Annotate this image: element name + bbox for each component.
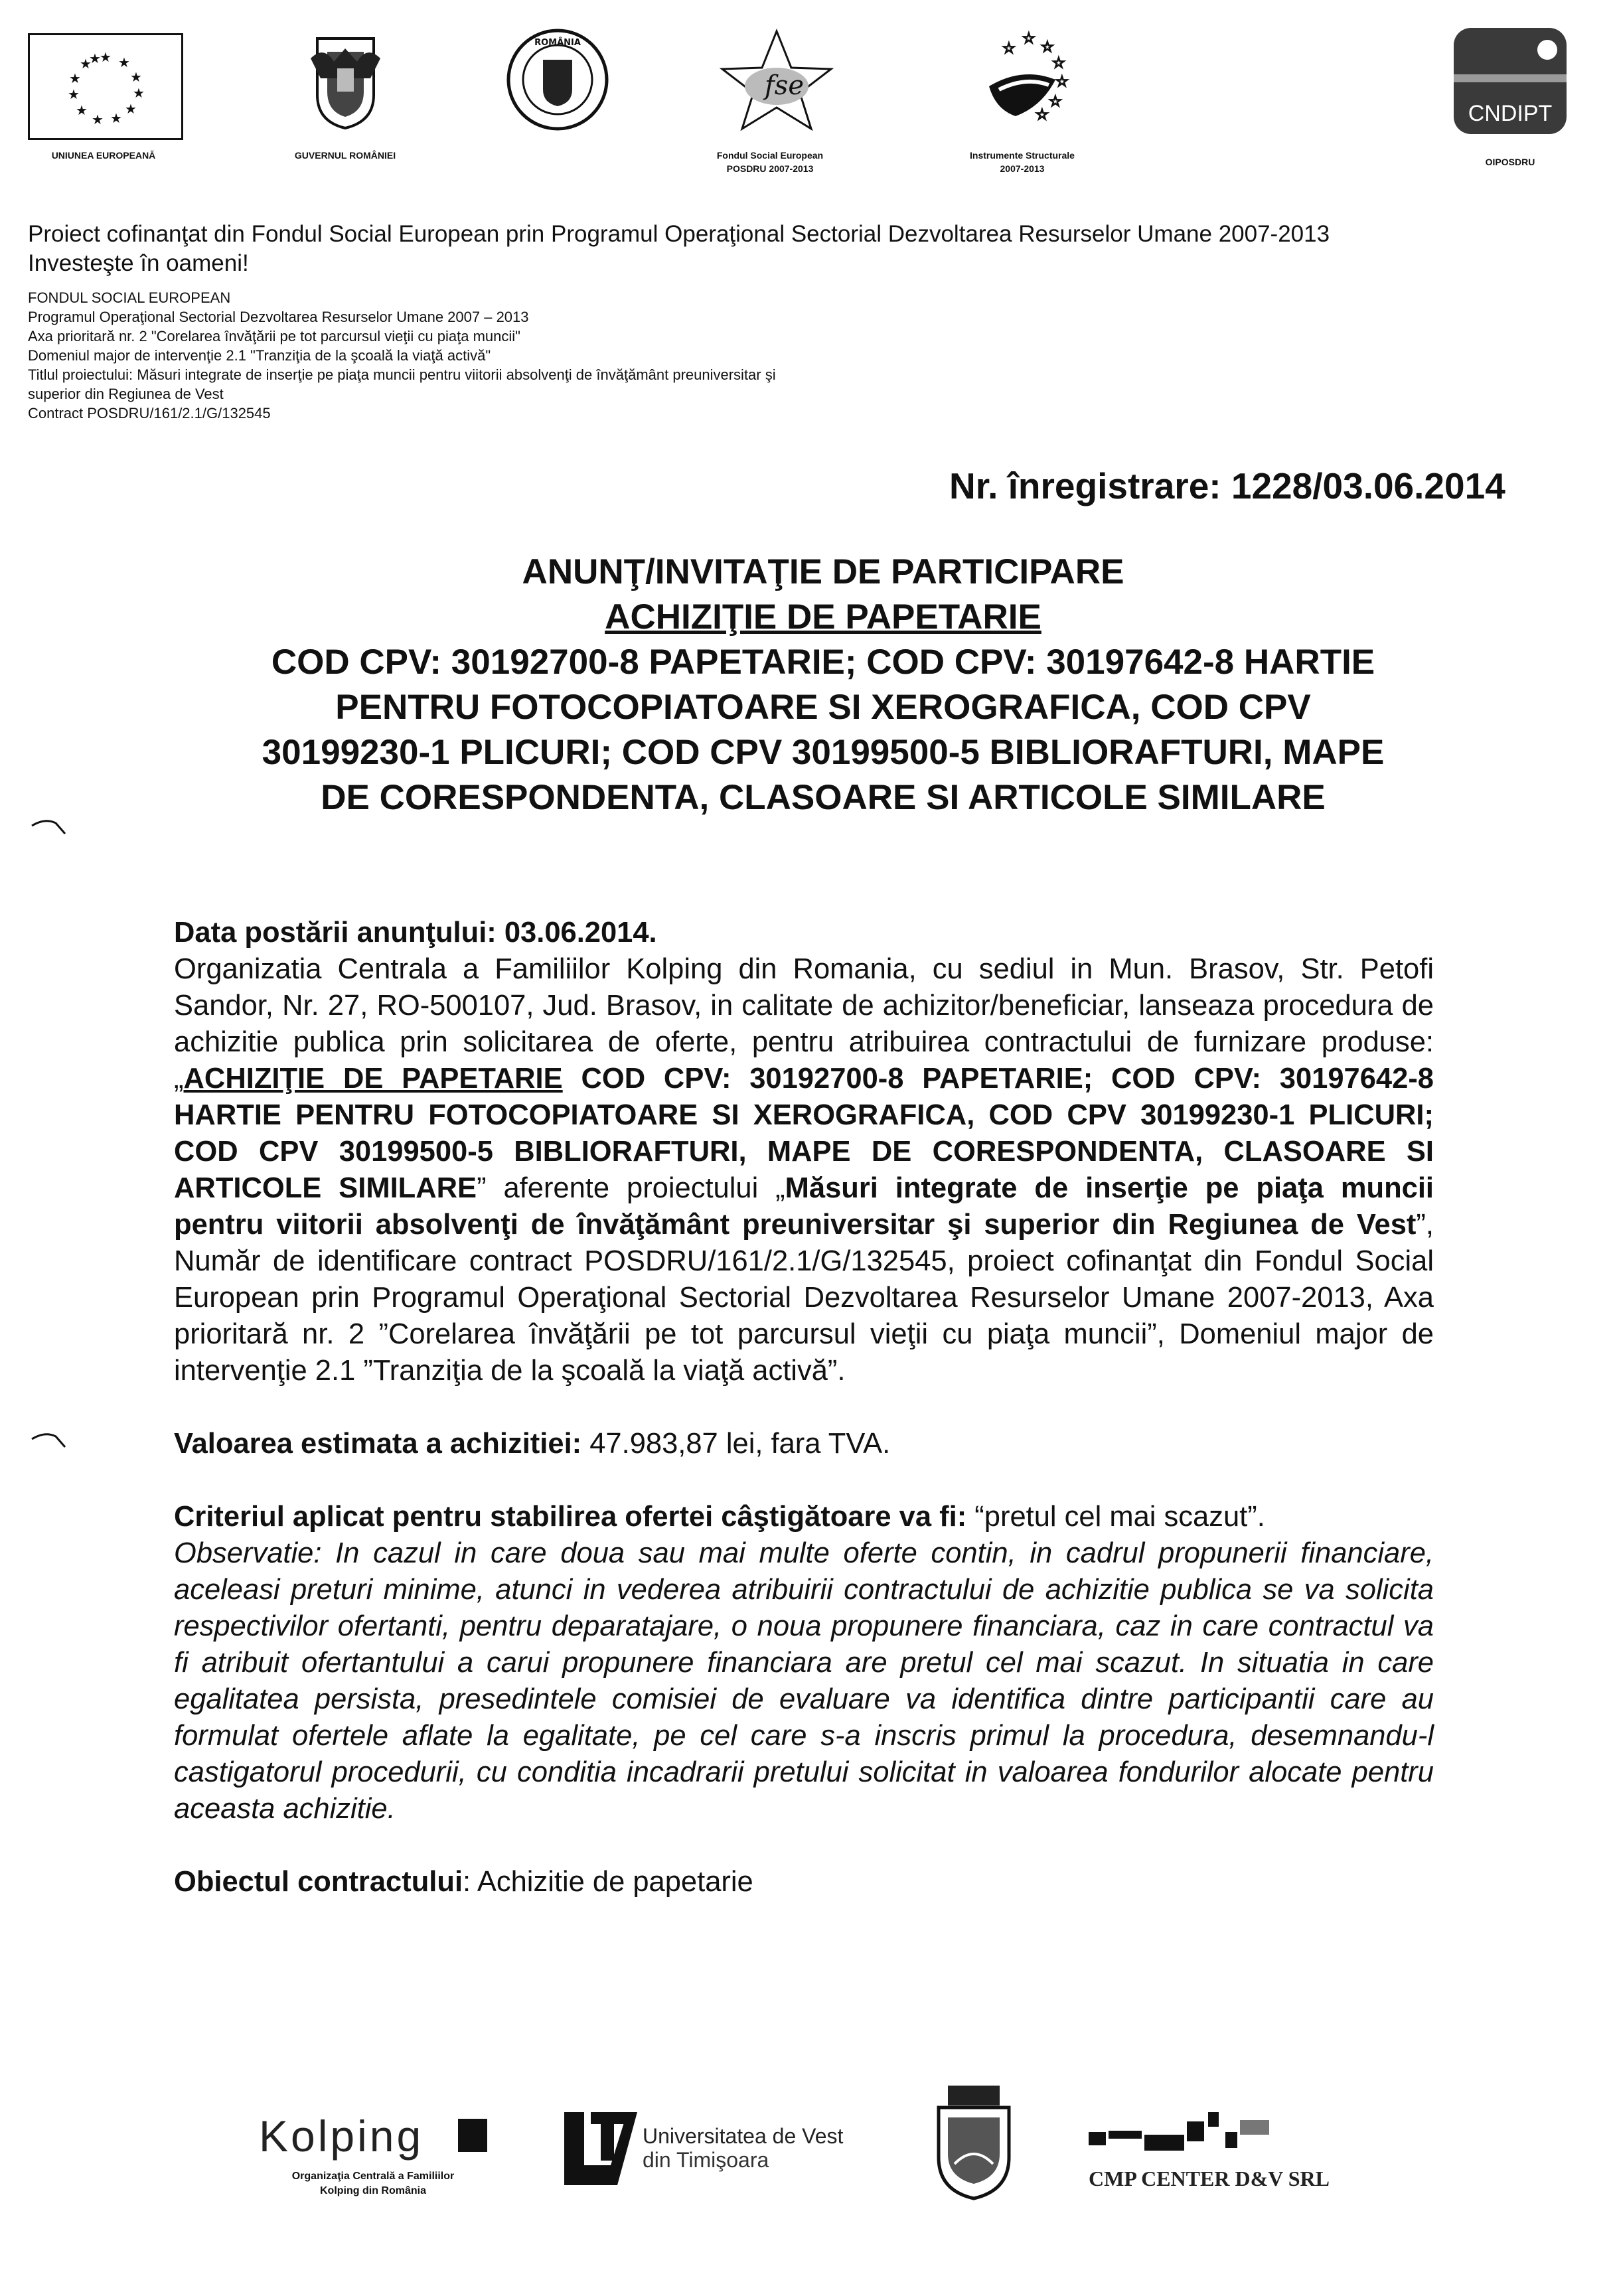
kolping-k-icon <box>458 2119 487 2152</box>
title-line: ANUNŢ/INVITAŢIE DE PARTICIPARE <box>522 552 1124 591</box>
award-criteria-text: “pretul cel mai scazut”. <box>966 1501 1265 1533</box>
title-procurement: ACHIZIŢIE DE PAPETARIE <box>605 597 1041 637</box>
svg-text:★: ★ <box>125 101 137 117</box>
award-criteria <box>174 1499 1434 1535</box>
eu-caption: UNIUNEA EUROPEANĂ <box>51 150 156 161</box>
main-paragraph <box>174 951 1434 1389</box>
cmp-center-name: CMP CENTER D&V SRL <box>1089 2167 1330 2190</box>
announcement-body <box>174 915 1434 1900</box>
meta-line: Programul Operaţional Sectorial Dezvoltarea Resurselor Umane 2007 – 2013 <box>28 309 529 325</box>
svg-text:★: ★ <box>76 102 88 118</box>
svg-text:☆: ☆ <box>1052 55 1065 72</box>
title-line: 30199230-1 PLICURI; COD CPV 30199500-5 BIBLIORAFTURI, MAPE <box>262 733 1385 772</box>
cmp-bars-icon <box>1089 2112 1308 2152</box>
svg-text:☆: ☆ <box>1002 40 1016 57</box>
registration-number: Nr. înregistrare: 1228/03.06.2014 <box>949 465 1505 506</box>
svg-text:☆: ☆ <box>1041 39 1054 56</box>
county-coat-of-arms-logo <box>935 2084 1013 2200</box>
cmp-center-logo <box>1089 2112 1330 2218</box>
kolping-logo <box>259 2111 498 2217</box>
romanian-coat-of-arms-logo <box>304 32 387 131</box>
svg-text:☆: ☆ <box>1022 31 1036 47</box>
svg-text:☆: ☆ <box>1036 107 1049 123</box>
header-logo-strip <box>0 0 1615 192</box>
government-seal-logo <box>504 27 611 133</box>
uvt-name: Universitatea de Vest <box>643 2124 844 2148</box>
paragraph-project-title: Măsuri integrate de inserţie pe piaţa muncii pentru viitorii absolvenţi de învăţământ preuniversitar şi superior din Regiunea de Vest <box>174 1172 1434 1241</box>
structural-instruments-logo <box>962 27 1089 133</box>
svg-text:★: ★ <box>92 112 104 127</box>
svg-text:★: ★ <box>133 85 145 101</box>
svg-text:fse: fse <box>765 70 805 101</box>
spacer <box>174 1389 1434 1426</box>
svg-text:ROMÂNIA: ROMÂNIA <box>534 38 581 48</box>
cndipt-dot-icon <box>1537 40 1557 60</box>
svg-text:★: ★ <box>130 69 142 85</box>
award-criteria-label: Criteriul aplicat pentru stabilirea ofertei câştigătoare va fi: <box>174 1501 967 1533</box>
svg-text:★: ★ <box>100 49 112 65</box>
cofinancing-line: Proiect cofinanţat din Fondul Social European prin Programul Operaţional Sectorial Dezvoltarea Resurselor Umane 2007-2013 <box>28 221 1330 247</box>
title-line <box>80 595 1567 640</box>
svg-text:★: ★ <box>80 56 92 72</box>
margin-mark-icon <box>29 816 69 836</box>
contract-object-text: : Achizitie de papetarie <box>463 1866 753 1898</box>
announcement-title <box>80 550 1567 820</box>
cndipt-logo <box>1454 28 1567 134</box>
contract-object-label: Obiectul contractului <box>174 1866 463 1898</box>
spacer <box>174 1827 1434 1864</box>
cndipt-stripe-icon <box>1454 74 1567 82</box>
meta-line: Domeniul major de intervenţie 2.1 "Tranziţia de la şcoală la viaţă activă" <box>28 347 491 364</box>
fse-caption-line1: Fondul Social European <box>716 150 824 161</box>
paragraph-text: Organizatia Centrala a Familiilor Kolping din Romania, cu sediul in Mun. Brasov, Str. Petofi Sandor, Nr. 27, RO-500107, Jud. Brasov, in calitate de achizitor/beneficiar, lanseaza procedura de achizitie publica prin solicitarea de oferte, pentru atribuirea contractului de furnizare produse: „ <box>174 953 1434 1095</box>
kolping-subtitle: Organizaţia Centrală a Familiilor <box>291 2171 455 2182</box>
paragraph-text: ” aferente proiectului „ <box>477 1172 785 1204</box>
meta-line: Titlul proiectului: Măsuri integrate de inserţie pe piaţa muncii pentru viitorii absolvenţi de învăţământ preuniversitar şi <box>28 366 776 383</box>
spacer <box>174 1462 1434 1499</box>
svg-text:★: ★ <box>89 50 101 66</box>
kolping-subtitle: Kolping din România <box>320 2185 426 2196</box>
uvt-emblem-icon <box>564 2112 637 2185</box>
title-line: PENTRU FOTOCOPIATOARE SI XEROGRAFICA, COD CPV <box>335 688 1311 727</box>
program-meta <box>28 288 824 423</box>
margin-mark-icon <box>29 1430 69 1450</box>
meta-line: FONDUL SOCIAL EUROPEAN <box>28 289 231 306</box>
svg-text:★: ★ <box>110 110 122 126</box>
cndipt-logo-text: CNDIPT <box>1468 101 1553 126</box>
paragraph-procurement-name: ACHIZIŢIE DE PAPETARIE <box>183 1063 563 1095</box>
observation <box>174 1535 1434 1827</box>
estimated-value-label: Valoarea estimata a achizitiei: <box>174 1428 582 1460</box>
uvt-city: din Timişoara <box>643 2148 769 2172</box>
is-caption-line2: 2007-2013 <box>1000 163 1045 174</box>
meta-line: Contract POSDRU/161/2.1/G/132545 <box>28 405 271 421</box>
invest-slogan: Investeşte în oameni! <box>28 250 249 276</box>
footer-logo-strip <box>0 2071 1615 2296</box>
uvt-logo <box>564 2112 876 2198</box>
svg-text:☆: ☆ <box>1055 74 1069 90</box>
fse-star-logo <box>717 28 836 131</box>
svg-text:★: ★ <box>68 86 80 102</box>
paragraph-text: ”, Număr de identificare contract POSDRU/161/2.1/G/132545, proiect cofinanţat din Fondul Social European prin Programul Operaţional Sectorial Dezvoltarea Resurselor Umane 2007-2013, Axa prioritară nr. 2 ”Corelarea învăţării pe tot parcursul vieţii cu piaţa muncii”, Domeniul major de intervenţie 2.1 ”Tranziţia de la şcoală la viaţă activă”. <box>174 1209 1434 1387</box>
cndipt-caption: OIPOSDRU <box>1485 157 1535 167</box>
observation-text: In cazul in care doua sau mai multe oferte contin, in cadrul propunerii financiare, aceleasi preturi minime, atunci in vederea atribuirii contractului de achizitie publica se va solicita respectivilor ofertanti, pentru deparatajare, o noua propunere financiara, caz in care contractul va fi atribuit ofertantului a carui propunere financiara are pretul cel mai scazut. In situatia in care egalitatea persista, presedintele comisiei de evaluare va identifica dintre participantii care au formulat ofertele aflate la egalitate, pe cel care s-a inscris primul la procedura, desemnandu-l castigatorul procedurii, cu conditia incadrarii pretului solicitat in valoarea fondurilor alocate pentru aceasta achizitie. <box>174 1537 1434 1825</box>
title-line: COD CPV: 30192700-8 PAPETARIE; COD CPV: 30197642-8 HARTIE <box>271 643 1375 682</box>
is-caption-line1: Instrumente Structurale <box>970 150 1075 161</box>
gov-caption: GUVERNUL ROMÂNIEI <box>294 150 396 161</box>
estimated-value <box>174 1426 1434 1462</box>
posting-date: Data postării anunţului: 03.06.2014. <box>174 917 657 949</box>
paragraph-cpv-codes: COD CPV: 30192700-8 PAPETARIE; COD CPV: 30197642-8 HARTIE PENTRU FOTOCOPIATOARE SI XEROGRAFICA, COD CPV 30199230-1 PLICURI; COD CPV 30199500-5 BIBLIORAFTURI, MAPE DE CORESPONDENTA, CLASOARE SI ARTICOLE SIMILARE <box>174 1063 1434 1204</box>
kolping-logo-text: Kolping <box>259 2111 424 2161</box>
estimated-value-text: 47.983,87 lei, fara TVA. <box>581 1428 891 1460</box>
meta-line: Axa prioritară nr. 2 "Corelarea învăţării pe tot parcursul vieţii cu piaţa muncii" <box>28 328 520 344</box>
svg-text:★: ★ <box>118 54 130 70</box>
title-line: DE CORESPONDENTA, CLASOARE SI ARTICOLE SIMILARE <box>321 778 1326 817</box>
fse-caption-line2: POSDRU 2007-2013 <box>726 163 814 174</box>
svg-text:★: ★ <box>69 70 81 86</box>
observation-label: Observatie: <box>174 1537 322 1569</box>
meta-line: superior din Regiunea de Vest <box>28 386 224 402</box>
svg-text:☆: ☆ <box>1049 94 1062 110</box>
contract-object <box>174 1864 1434 1900</box>
eu-flag-logo <box>28 33 183 140</box>
